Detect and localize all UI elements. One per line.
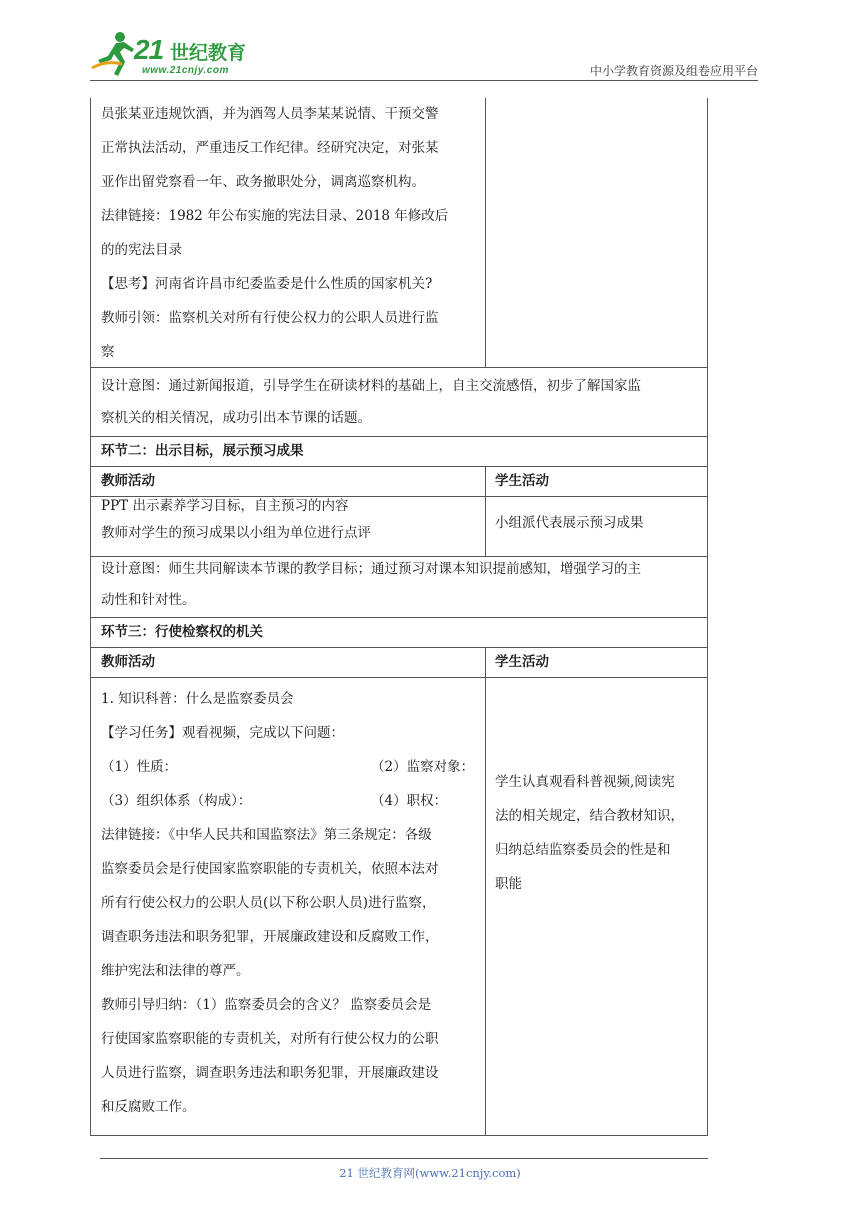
teacher-activity-header: 教师活动 <box>101 654 155 670</box>
student-activity-header: 学生活动 <box>495 473 549 489</box>
text-line: 教师引领：监察机关对所有行使公权力的公职人员进行监 <box>101 310 439 326</box>
text-line: 动性和针对性。 <box>101 592 196 608</box>
text-line: 法律链接：1982 年公布实施的宪法目录、2018 年修改后 <box>101 208 449 224</box>
page-header <box>90 28 758 82</box>
text-line: 和反腐败工作。 <box>101 1099 196 1115</box>
text-line: 职能 <box>495 876 522 892</box>
text-line: 亚作出留党察看一年、政务撤职处分，调离巡察机构。 <box>101 174 425 190</box>
text-line: 的的宪法目录 <box>101 242 182 258</box>
question-3: （3）组织体系（构成）： <box>101 793 252 809</box>
site-logo <box>90 28 270 80</box>
student-activity-header: 学生活动 <box>495 654 549 670</box>
text-line: 法律链接：《中华人民共和国监察法》第三条规定：各级 <box>101 827 432 843</box>
top-teacher-cell <box>90 98 486 368</box>
learning-task: 【学习任务】观看视频，完成以下问题： <box>101 725 344 741</box>
text-line: 察 <box>101 344 115 360</box>
text-line: 法的相关规定，结合教材知识， <box>495 808 684 824</box>
text-line: 所有行使公权力的公职人员(以下称公职人员)进行监察， <box>101 895 436 911</box>
section-3-teacher-cell <box>90 677 486 1136</box>
question-1: （1）性质： <box>101 759 178 775</box>
platform-name: 中小学教育资源及组卷应用平台 <box>589 64 758 78</box>
section-3-teacher-header-cell <box>90 647 486 678</box>
text-line: 监察委员会是行使国家监察职能的专责机关，依照本法对 <box>101 861 439 877</box>
header-divider <box>90 80 758 81</box>
text-line: 维护宪法和法律的尊严。 <box>101 963 250 979</box>
text-line: 调查职务违法和职务犯罪，开展廉政建设和反腐败工作， <box>101 929 439 945</box>
section-2-title: 环节二：出示目标，展示预习成果 <box>101 443 304 459</box>
section-2-student-cell <box>485 496 708 557</box>
student-activity-text: 小组派代表展示预习成果 <box>495 515 644 531</box>
text-line: 教师对学生的预习成果以小组为单位进行点评 <box>101 525 371 541</box>
section-3-student-cell <box>485 677 708 1136</box>
design-intent-1 <box>90 367 708 437</box>
page-footer: 21 世纪教育网(www.21cnjy.com) <box>339 1166 521 1180</box>
section-2-student-header-cell <box>485 466 708 497</box>
text-line: 教师引导归纳：（1）监察委员会的含义？ 监察委员会是 <box>101 997 432 1013</box>
logo-url: www.21cnjy.com <box>142 65 229 76</box>
logo-number: 21 <box>134 34 164 65</box>
text-line: 【思考】河南省许昌市纪委监委是什么性质的国家机关? <box>101 276 433 292</box>
design-intent-2 <box>90 556 708 618</box>
runner-icon <box>90 30 136 78</box>
top-student-cell <box>485 98 708 368</box>
text-line: 人员进行监察，调查职务违法和职务犯罪，开展廉政建设 <box>101 1065 439 1081</box>
question-4: （4）职权： <box>371 793 448 809</box>
section-3-title-cell <box>90 617 708 648</box>
section-3-student-header-cell <box>485 647 708 678</box>
text-line: 设计意图：师生共同解读本节课的教学目标；通过预习对课本知识提前感知，增强学习的主 <box>101 561 641 577</box>
text-line: 员张某亚违规饮酒，并为酒驾人员李某某说情、干预交警 <box>101 106 439 122</box>
text-line: 设计意图：通过新闻报道，引导学生在研读材料的基础上，自主交流感悟，初步了解国家监 <box>101 378 641 394</box>
text-line: 正常执法活动，严重违反工作纪律。经研究决定，对张某 <box>101 140 439 156</box>
text-line: 行使国家监察职能的专责机关，对所有行使公权力的公职 <box>101 1031 439 1047</box>
teacher-activity-header: 教师活动 <box>101 473 155 489</box>
section-2-teacher-cell <box>90 496 486 557</box>
top-teacher-text <box>101 97 448 369</box>
question-2: （2）监察对象： <box>371 759 475 775</box>
item-heading: 1. 知识科普：什么是监察委员会 <box>101 691 294 707</box>
text-line: 归纳总结监察委员会的性是和 <box>495 842 671 858</box>
section-2-title-cell <box>90 436 708 467</box>
footer-divider <box>100 1158 708 1159</box>
logo-name: 世纪教育 <box>170 42 247 64</box>
section-3-title: 环节三：行使检察权的机关 <box>101 624 263 640</box>
text-line: 察机关的相关情况，成功引出本节课的话题。 <box>101 410 371 426</box>
text-line: PPT 出示素养学习目标，自主预习的内容 <box>101 498 349 514</box>
text-line: 学生认真观看科普视频,阅读宪 <box>495 774 675 790</box>
